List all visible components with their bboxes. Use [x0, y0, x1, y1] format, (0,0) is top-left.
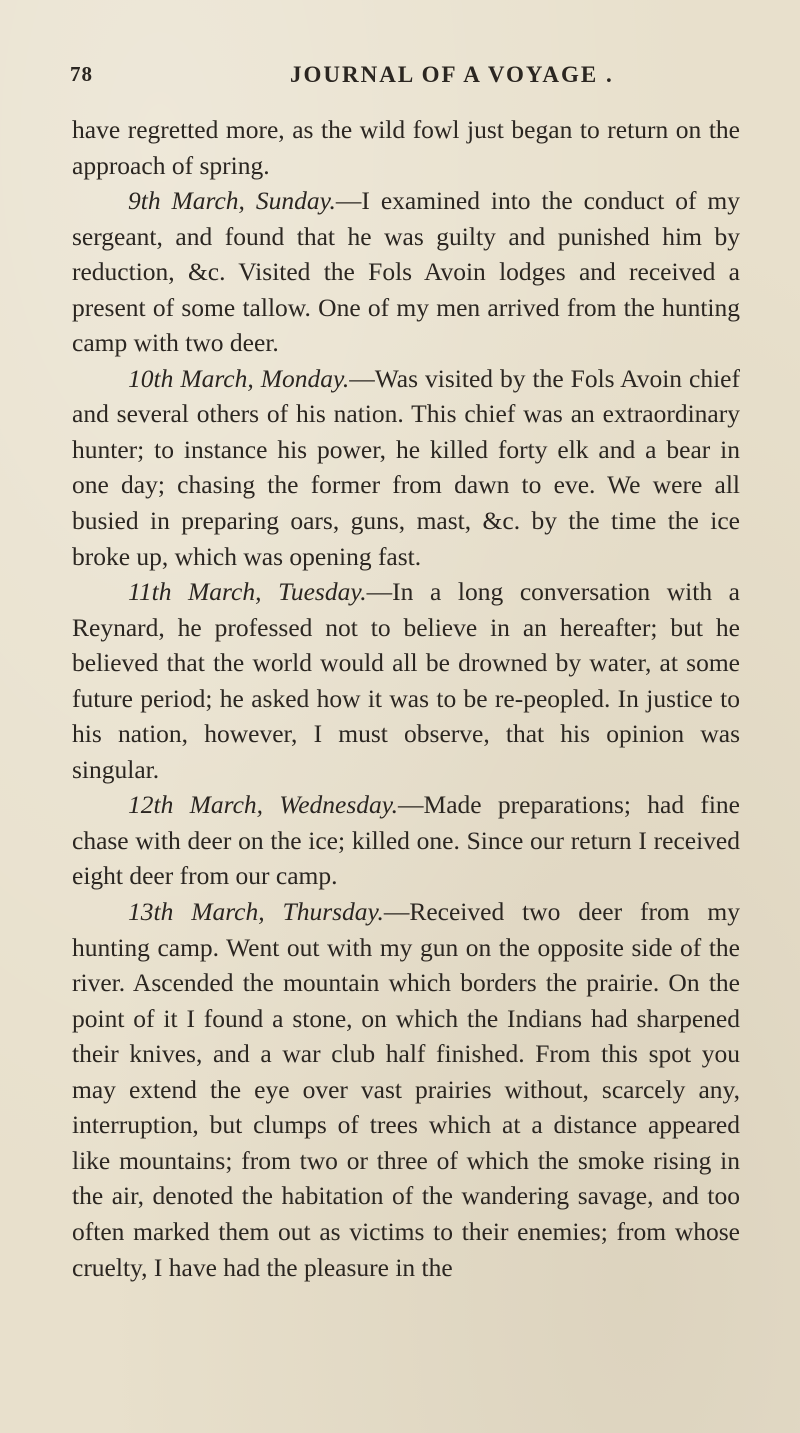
paragraph-text: have regretted more, as the wild fowl just began to return on the approach of spring.	[72, 115, 740, 180]
paragraph-continuation	[72, 112, 740, 183]
entry-date: 10th March, Monday.	[128, 363, 350, 393]
entry-date: 13th March, Thursday.	[128, 897, 384, 927]
journal-text	[72, 112, 740, 1285]
journal-entry-12th-march	[72, 787, 740, 894]
entry-date: 12th March, Wednesday.	[128, 790, 399, 820]
entry-text: —Was visited by the Fols Avoin chief and several others of his nation. This chief was an extraordinary hunter; to instance his power, he killed forty elk and a bear in one day; chasing the former from dawn to eve. We were all busied in preparing oars, guns, mast, &c. by the time the ice broke up, which was opening fast.	[72, 363, 740, 571]
journal-entry-13th-march	[72, 894, 740, 1285]
entry-text: —In a long conversation with a Reynard, he professed not to believe in an hereafter; but he believed that the world would all be drowned by water, at some future period; he asked how it was to be re-peopled. In justice to his nation, however, I must observe, that his opinion was singular.	[72, 577, 740, 784]
entry-date: 9th March, Sunday.	[128, 186, 336, 216]
entry-text: —I examined into the conduct of my sergeant, and found that he was guilty and punished him by reduction, &c. Visited the Fols Avoin lodges and received a present of some tallow. One of my men arrived from the hunting camp with two deer.	[72, 186, 740, 358]
journal-entry-10th-march	[72, 361, 740, 574]
entry-text: —Made preparations; had fine chase with deer on the ice; killed one. Since our return I received eight deer from our camp.	[72, 790, 741, 891]
journal-entry-11th-march	[72, 574, 740, 787]
running-title: JOURNAL OF A VOYAGE .	[290, 62, 614, 87]
page-number: 78	[70, 62, 93, 86]
page-header	[70, 62, 740, 96]
journal-entry-9th-march	[72, 183, 740, 361]
entry-date: 11th March, Tuesday.	[128, 577, 367, 607]
entry-text: —Received two deer from my hunting camp. Went out with my gun on the opposite side of the river. Ascended the mountain which borders the prairie. On the point of it I found a stone, on which the Indians had sharpened their knives, and a war club half finished. From this spot you may extend the eye over vast prairies without, scarcely any, interruption, but clumps of trees which at a distance appeared like mountains; from two or three of which the smoke rising in the air, denoted the habitation of the wandering savage, and too often marked them out as victims to their enemies; from whose cruelty, I have had the pleasure in the	[72, 897, 740, 1282]
